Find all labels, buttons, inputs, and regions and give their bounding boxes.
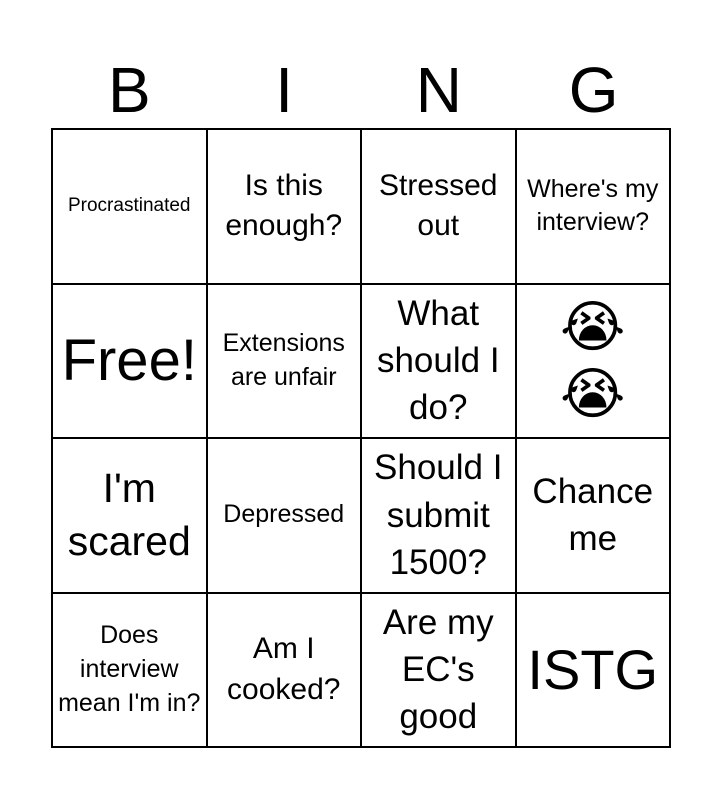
cell-text: Stressed out xyxy=(379,168,498,243)
cell-text: Should I submit 1500? xyxy=(374,448,503,582)
bingo-cell-r4c4[interactable] xyxy=(516,593,671,748)
cell-text: Depressed xyxy=(223,500,345,529)
cell-text: Extensions are unfair xyxy=(222,329,345,391)
bingo-cell-r4c1[interactable] xyxy=(52,593,207,748)
header-letter-n: N xyxy=(415,54,462,126)
cell-text: Does interview mean I'm in? xyxy=(58,621,201,717)
bingo-cell-r3c3[interactable] xyxy=(361,438,516,593)
bingo-cell-r3c2[interactable] xyxy=(207,438,362,593)
bingo-cell-r1c3[interactable] xyxy=(361,129,516,284)
cell-text: What should I do? xyxy=(376,293,500,428)
crying-face-icon: 😭😭 xyxy=(560,294,626,427)
cell-text: Is this enough? xyxy=(225,168,343,243)
cell-text: I'm scared xyxy=(67,464,191,565)
bingo-cell-r2c2[interactable] xyxy=(207,284,362,439)
bingo-cell-r3c1[interactable] xyxy=(52,438,207,593)
bingo-cell-r3c4[interactable] xyxy=(516,438,671,593)
header-letter-g: G xyxy=(568,54,619,126)
bingo-cell-r2c1[interactable] xyxy=(52,284,207,439)
cell-text: Procrastinated xyxy=(67,195,191,217)
bingo-grid xyxy=(51,128,671,748)
bingo-header xyxy=(52,52,671,128)
bingo-cell-r1c4[interactable] xyxy=(516,129,671,284)
cell-text: Are my EC's good xyxy=(382,602,494,737)
bingo-cell-r4c2[interactable] xyxy=(207,593,362,748)
bingo-cell-r2c3[interactable] xyxy=(361,284,516,439)
bingo-cell-r4c3[interactable] xyxy=(361,593,516,748)
bingo-cell-r1c2[interactable] xyxy=(207,129,362,284)
cell-text: ISTG xyxy=(527,637,659,701)
cell-text: Where's my interview? xyxy=(527,174,659,237)
cell-text: Am I cooked? xyxy=(227,632,341,706)
bingo-cell-r1c1[interactable] xyxy=(52,129,207,284)
header-letter-b: B xyxy=(108,54,151,126)
header-letter-i: I xyxy=(275,54,294,126)
bingo-cell-r2c4[interactable] xyxy=(516,284,671,439)
free-space-text: Free! xyxy=(61,327,197,393)
cell-text: Chance me xyxy=(532,472,654,559)
